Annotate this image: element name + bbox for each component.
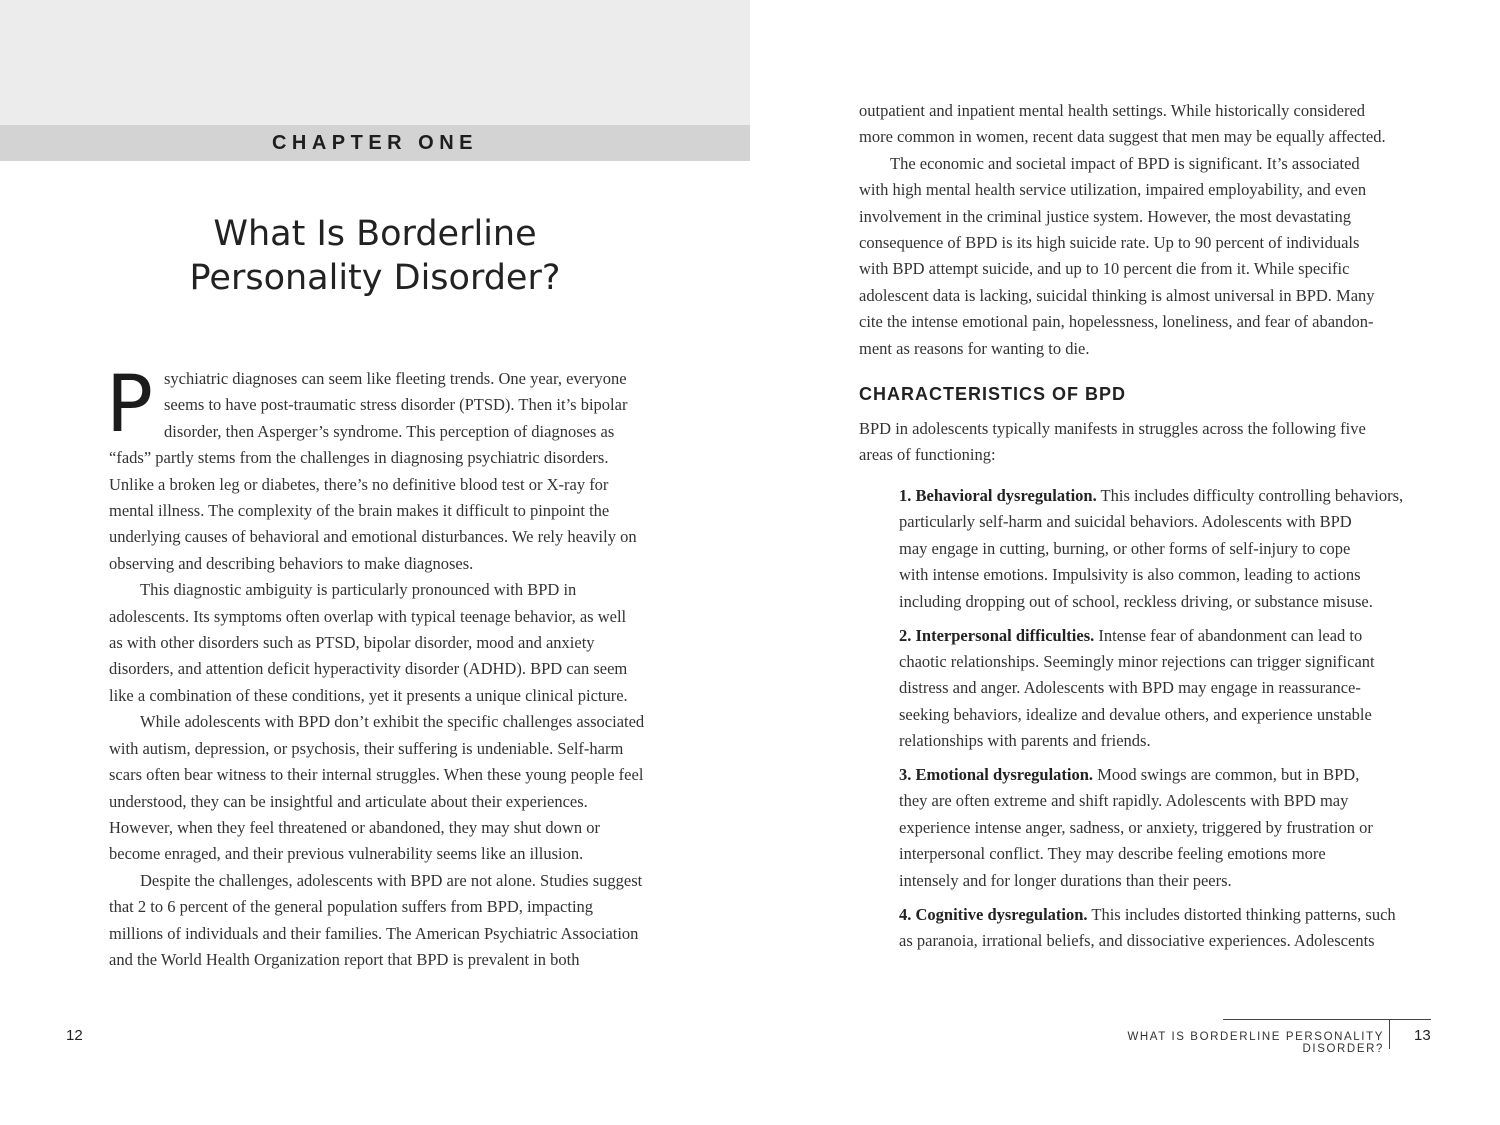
text-line: with BPD attempt suicide, and up to 10 percent die from it. While specific	[859, 259, 1350, 279]
text-line: become enraged, and their previous vulnerability seems like an illusion.	[109, 844, 584, 864]
text-line: intensely and for longer durations than their peers.	[899, 870, 1232, 890]
section-heading: CHARACTERISTICS OF BPD	[859, 384, 1127, 404]
list-item	[899, 762, 1399, 894]
text-line: While adolescents with BPD don’t exhibit the specific challenges associated	[140, 712, 645, 732]
text-line: underlying causes of behavioral and emotional disturbances. We rely heavily on	[109, 527, 637, 547]
paragraph-2	[109, 577, 641, 709]
right-body-text	[859, 98, 1391, 362]
text-line: adolescent data is lacking, suicidal thinking is almost universal in BPD. Many	[859, 285, 1375, 305]
text-line: BPD in adolescents typically manifests in struggles across the following five	[859, 419, 1366, 438]
chapter-header-background	[0, 0, 750, 125]
text-line: with intense emotions. Impulsivity is also common, leading to actions	[899, 565, 1361, 585]
text-line: millions of individuals and their families. The American Psychiatric Association	[109, 923, 639, 943]
running-head: WHAT IS BORDERLINE PERSONALITY DISORDER?	[1127, 1031, 1384, 1055]
text-line: disorder, then Asperger’s syndrome. This perception of diagnoses as	[164, 421, 615, 441]
list-item-title: 4. Cognitive dysregulation.	[899, 904, 1088, 924]
footer-rule	[1223, 1019, 1431, 1020]
right-page	[750, 0, 1500, 1125]
text-line: adolescents. Its symptoms often overlap with typical teenage behavior, as well	[109, 606, 627, 626]
text-fragment: This includes distorted thinking patterns, such	[1087, 904, 1396, 924]
text-line: The economic and societal impact of BPD is significant. It’s associated	[890, 153, 1360, 173]
text-line: that 2 to 6 percent of the general population suffers from BPD, impacting	[109, 897, 594, 917]
list-item	[899, 902, 1399, 955]
text-line: particularly self-harm and suicidal behaviors. Adolescents with BPD	[899, 512, 1352, 532]
text-line: However, when they feel threatened or abandoned, they may shut down or	[109, 817, 600, 837]
text-line: “fads” partly stems from the challenges in diagnosing psychiatric disorders.	[109, 448, 609, 468]
text-line: disorders, and attention deficit hyperactivity disorder (ADHD). BPD can seem	[109, 659, 628, 679]
chapter-band	[0, 125, 750, 161]
text-line: mental illness. The complexity of the brain makes it difficult to pinpoint the	[109, 501, 610, 521]
chapter-title-line-1: What Is Borderline	[213, 214, 537, 254]
text-line: interpersonal conflict. They may describe feeling emotions more	[899, 844, 1326, 864]
text-line: consequence of BPD is its high suicide rate. Up to 90 percent of individuals	[859, 233, 1360, 253]
list-item-title: 1. Behavioral dysregulation.	[899, 486, 1097, 505]
list-item-title: 2. Interpersonal difficulties.	[899, 625, 1095, 645]
paragraph-3	[109, 709, 645, 867]
text-line: seeking behaviors, idealize and devalue others, and experience unstable	[899, 704, 1372, 724]
text-line: Unlike a broken leg or diabetes, there’s no definitive blood test or X-ray for	[109, 474, 609, 494]
paragraph-1	[109, 366, 641, 577]
page-number-right: 13	[1414, 1027, 1431, 1044]
paragraph-continued	[859, 98, 1391, 151]
text-fragment: Mood swings are common, but in BPD,	[1093, 765, 1360, 785]
text-fragment: Intense fear of abandonment can lead to	[1094, 625, 1363, 645]
text-line: outpatient and inpatient mental health settings. While historically considered	[859, 101, 1366, 120]
drop-cap: P	[106, 360, 154, 450]
paragraph-impact	[859, 151, 1391, 362]
text-line: areas of functioning:	[859, 445, 996, 465]
text-line: This diagnostic ambiguity is particularly pronounced with BPD in	[140, 580, 577, 600]
text-line: may engage in cutting, burning, or other forms of self-injury to cope	[899, 538, 1351, 558]
left-body-text	[106, 360, 645, 973]
text-line: cite the intense emotional pain, hopelessness, loneliness, and fear of abandon-	[859, 312, 1374, 332]
text-line: like a combination of these conditions, yet it presents a unique clinical picture.	[109, 685, 628, 705]
text-fragment: This includes difficulty controlling behaviors,	[1096, 486, 1404, 505]
text-line: understood, they can be insightful and articulate about their experiences.	[109, 791, 588, 811]
text-line: they are often extreme and shift rapidly. Adolescents with BPD may	[899, 791, 1349, 811]
text-line: including dropping out of school, reckless driving, or substance misuse.	[899, 591, 1373, 611]
characteristics-list	[899, 483, 1404, 962]
text-line: with high mental health service utilization, impaired employability, and even	[859, 180, 1367, 200]
list-item	[899, 623, 1399, 755]
footer-divider	[1389, 1019, 1390, 1049]
chapter-label: CHAPTER ONE	[271, 131, 479, 154]
text-line: seems to have post-traumatic stress disorder (PTSD). Then it’s bipolar	[164, 395, 628, 415]
chapter-title	[0, 212, 750, 300]
list-item-title: 3. Emotional dysregulation.	[899, 765, 1094, 785]
text-line: and the World Health Organization report that BPD is prevalent in both	[109, 949, 580, 969]
text-line: as paranoia, irrational beliefs, and dissociative experiences. Adolescents	[899, 931, 1375, 950]
text-line: chaotic relationships. Seemingly minor rejections can trigger significant	[899, 651, 1375, 671]
text-line: observing and describing behaviors to make diagnoses.	[109, 553, 474, 573]
page-number-left: 12	[66, 1027, 83, 1044]
text-line: Despite the challenges, adolescents with BPD are not alone. Studies suggest	[140, 870, 643, 890]
text-line: as with other disorders such as PTSD, bipolar disorder, mood and anxiety	[109, 633, 595, 653]
section-intro	[859, 416, 1399, 469]
text-line: experience intense anger, sadness, or anxiety, triggered by frustration or	[899, 817, 1373, 837]
text-line: distress and anger. Adolescents with BPD may engage in reassurance-	[899, 678, 1361, 698]
text-line: with autism, depression, or psychosis, their suffering is undeniable. Self-harm	[109, 738, 624, 758]
list-item	[899, 483, 1404, 615]
text-line: ment as reasons for wanting to die.	[859, 338, 1090, 358]
text-line: sychiatric diagnoses can seem like fleeting trends. One year, everyone	[164, 369, 627, 388]
text-line: scars often bear witness to their internal struggles. When these young people feel	[109, 765, 644, 785]
text-line: involvement in the criminal justice system. However, the most devastating	[859, 206, 1351, 226]
paragraph-4	[109, 868, 641, 974]
chapter-title-line-2: Personality Disorder?	[189, 258, 561, 298]
text-line: relationships with parents and friends.	[899, 731, 1151, 751]
text-line: more common in women, recent data suggest that men may be equally affected.	[859, 127, 1386, 147]
